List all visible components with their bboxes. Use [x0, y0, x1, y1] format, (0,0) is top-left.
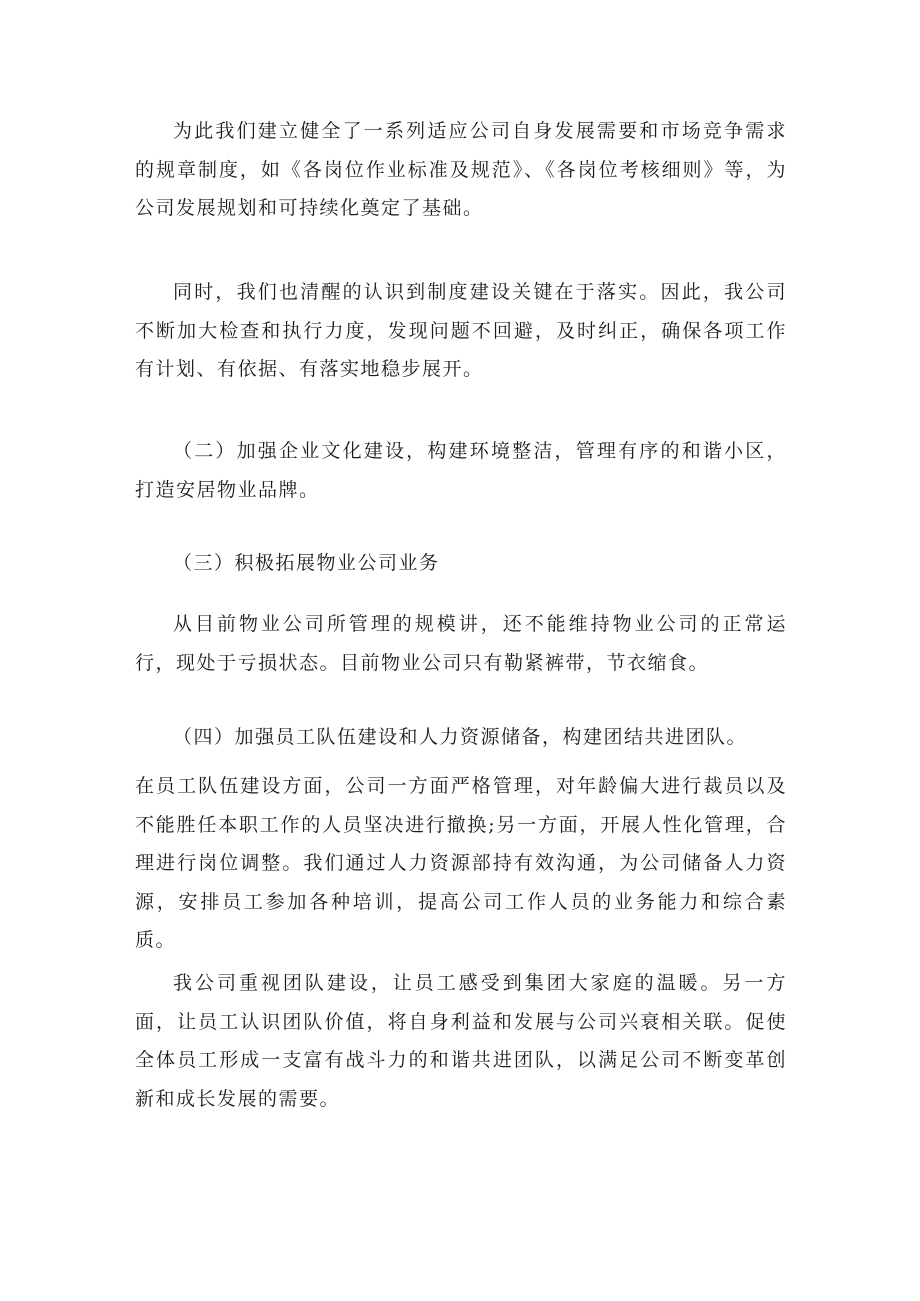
paragraph-staff-building: 在员工队伍建设方面，公司一方面严格管理，对年龄偏大进行裁员以及不能胜任本职工作的人员坚决进行撤换;另一方面，开展人性化管理，合理进行岗位调整。我们通过人力资源部持有效沟通，为公司储备人力资源，安排员工参加各种培训，提高公司工作人员的业务能力和综合素质。	[135, 775, 787, 951]
paragraph-implementation: 同时，我们也清醒的认识到制度建设关键在于落实。因此，我公司不断加大检查和执行力度，发现问题不回避，及时纠正，确保各项工作有计划、有依据、有落实地稳步展开。	[135, 281, 787, 380]
paragraph-section-four: （四）加强员工队伍建设和人力资源储备，构建团结共进团队。	[173, 726, 748, 748]
paragraph-business-status: 从目前物业公司所管理的规模讲，还不能维持物业公司的正常运行，现处于亏损状态。目前物业公司只有勒紧裤带，节衣缩食。	[135, 613, 787, 674]
paragraph-section-two: （二）加强企业文化建设，构建环境整洁，管理有序的和谐小区，打造安居物业品牌。	[135, 440, 787, 501]
paragraph-section-three: （三）积极拓展物业公司业务	[173, 552, 440, 574]
paragraph-regulations: 为此我们建立健全了一系列适应公司自身发展需要和市场竞争需求的规章制度，如《各岗位作业标准及规范》、《各岗位考核细则》等，为公司发展规划和可持续化奠定了基础。	[135, 120, 787, 219]
paragraph-team-building: 我公司重视团队建设，让员工感受到集团大家庭的温暖。另一方面，让员工认识团队价值，将自身利益和发展与公司兴衰相关联。促使全体员工形成一支富有战斗力的和谐共进团队，以满足公司不断变革创新和成长发展的需要。	[135, 972, 787, 1110]
